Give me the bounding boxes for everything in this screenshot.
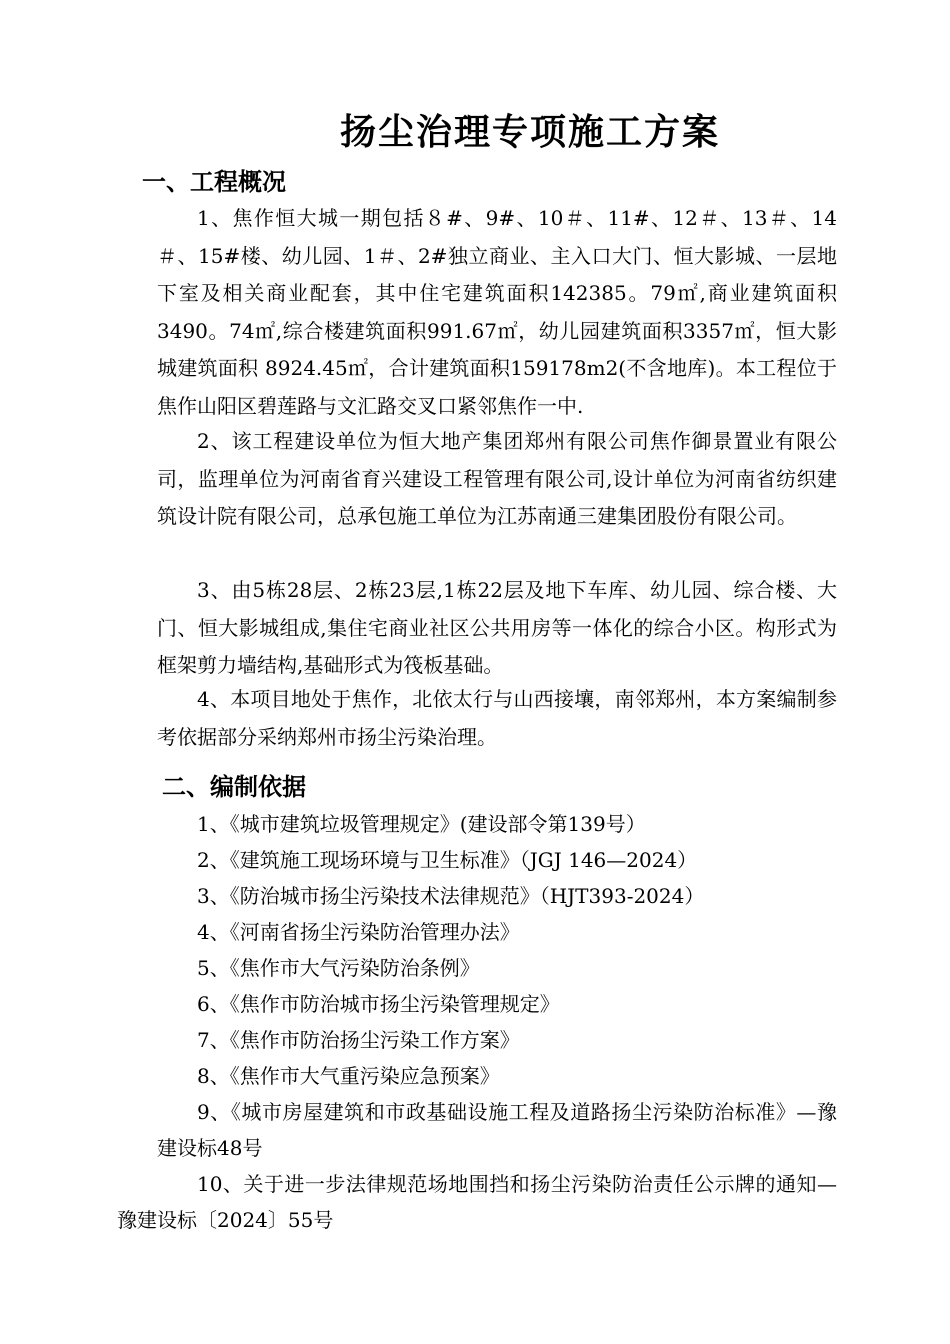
basis-list-item: 6、《焦作市防治城市扬尘污染管理规定》: [197, 992, 560, 1016]
overview-paragraph-2: 2、该工程建设单位为恒大地产集团郑州有限公司焦作御景置业有限公司，监理单位为河南省育兴建设工程管理有限公司,设计单位为河南省纺织建筑设计院有限公司，总承包施工单位为江苏南通三建集团股份有限公司。: [157, 429, 837, 528]
basis-list-item: 1、《城市建筑垃圾管理规定》(建设部令第139号）: [197, 812, 646, 836]
basis-list-item: 3、《防治城市扬尘污染技术法律规范》（HJT393-2024）: [197, 884, 705, 908]
basis-list-item: 8、《焦作市大气重污染应急预案》: [197, 1064, 500, 1088]
section-heading-overview: 一、工程概况: [142, 167, 286, 196]
overview-paragraph-1: 1、焦作恒大城一期包括８#、9#、10＃、11#、12＃、13＃、14＃、15#楼、幼儿园、1＃、2#独立商业、主入口大门、恒大影城、一层地下室及相关商业配套，其中住宅建筑面积142385。79㎡,商业建筑面积3490。74㎡,综合楼建筑面积991.67㎡，幼儿园建筑面积3357㎡，恒大影城建筑面积 8924.45㎡，合计建筑面积159178m2(不含地库)。本工程位于焦作山阳区碧莲路与文汇路交叉口紧邻焦作一中.: [157, 206, 837, 418]
basis-list-item: 5、《焦作市大气污染防治条例》: [197, 956, 480, 980]
basis-list-item: 7、《焦作市防治扬尘污染工作方案》: [197, 1028, 520, 1052]
basis-list-item: 4、《河南省扬尘污染防治管理办法》: [197, 920, 520, 944]
overview-paragraph-4: 4、本项目地处于焦作，北依太行与山西接壤，南邻郑州，本方案编制参考依据部分采纳郑州市扬尘污染治理。: [157, 687, 837, 749]
basis-list-item: 9、《城市房屋建筑和市政基础设施工程及道路扬尘污染防治标准》—豫建设标48号: [157, 1100, 837, 1160]
basis-list-item: 10、关于进一步法律规范场地围挡和扬尘污染防治责任公示牌的通知—豫建设标〔2024〕55号: [117, 1172, 837, 1232]
basis-list-item: 2、《建筑施工现场环境与卫生标准》（JGJ 146—2024）: [197, 848, 698, 872]
section-heading-basis: 二、编制依据: [162, 772, 306, 801]
document-title: 扬尘治理专项施工方案: [339, 111, 720, 153]
overview-paragraph-3: 3、由5栋28层、2栋23层,1栋22层及地下车库、幼儿园、综合楼、大门、恒大影城组成,集住宅商业社区公共用房等一体化的综合小区。构形式为框架剪力墙结构,基础形式为筏板基础。: [157, 578, 837, 677]
